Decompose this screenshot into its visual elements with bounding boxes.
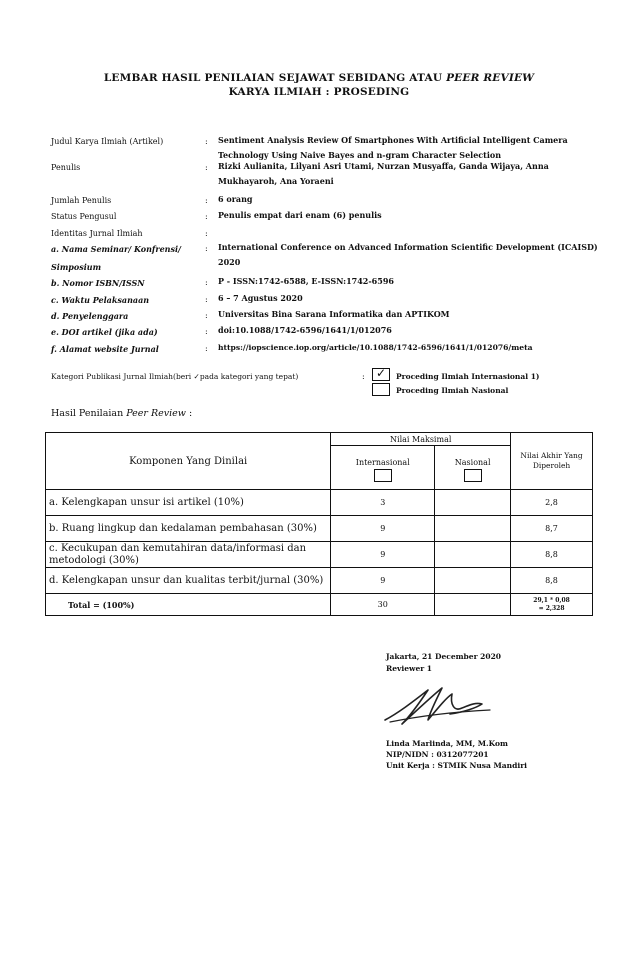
colon: : xyxy=(205,311,208,320)
row-akhir: 8,8 xyxy=(511,568,593,594)
penyelenggara-label: d. Penyelenggara xyxy=(51,311,129,321)
hasil-suffix: : xyxy=(188,408,193,419)
header-nasional-label: Nasional xyxy=(454,458,491,467)
colon: : xyxy=(205,278,208,287)
total-nasional xyxy=(435,594,511,616)
colon: : xyxy=(205,344,208,353)
colon: : xyxy=(205,327,208,336)
header-nasional xyxy=(435,446,511,490)
table-row xyxy=(46,568,593,594)
penulis-label: Penulis xyxy=(51,163,81,172)
colon: : xyxy=(205,295,208,304)
row-nasional xyxy=(435,542,511,568)
colon: : xyxy=(362,372,365,381)
issn-value: P - ISSN:1742-6588, E-ISSN:1742-6596 xyxy=(218,276,394,286)
colon: : xyxy=(205,244,208,253)
row-maks: 3 xyxy=(331,490,435,516)
colon: : xyxy=(205,196,208,205)
reviewer-nip: NIP/NIDN : 0312077201 xyxy=(386,750,489,759)
nasional-box xyxy=(464,469,482,482)
row-komponen: c. Kecukupan dan kemutahiran data/informasi dan metodologi (30%) xyxy=(46,542,331,568)
doi-label: e. DOI artikel (jika ada) xyxy=(51,327,158,337)
score-table xyxy=(45,432,593,616)
identitas-label: Identitas Jurnal Ilmiah xyxy=(51,229,143,238)
internasional-box xyxy=(374,469,392,482)
title-line1-prefix: LEMBAR HASIL PENILAIAN SEJAWAT SEBIDANG ATAU xyxy=(103,72,443,84)
total-akhir-line1: 29,1 * 0,08 xyxy=(533,596,570,604)
row-maks: 9 xyxy=(331,568,435,594)
colon: : xyxy=(205,229,208,238)
judul-value: Sentiment Analysis Review Of Smartphones With Artificial Intelligent Camera Technology Using Naive Bayes and n-gram Character Selection xyxy=(218,135,568,160)
table-total-row xyxy=(46,594,593,616)
kategori-option2: Proceding Ilmiah Nasional xyxy=(396,386,509,395)
row-akhir: 8,7 xyxy=(511,516,593,542)
alamat-label: f. Alamat website Jurnal xyxy=(51,344,159,354)
national-checkbox[interactable] xyxy=(372,383,390,396)
colon: : xyxy=(205,212,208,221)
row-nasional xyxy=(435,490,511,516)
row-komponen: a. Kelengkapan unsur isi artikel (10%) xyxy=(46,490,331,516)
hasil-prefix: Hasil Penilaian xyxy=(51,408,124,419)
header-internasional xyxy=(331,446,435,490)
row-akhir: 8,8 xyxy=(511,542,593,568)
row-nasional xyxy=(435,568,511,594)
seminar-value: International Conference on Advanced Information Scientific Development (ICAISD) 2020 xyxy=(218,242,598,267)
status-label: Status Pengusul xyxy=(51,212,117,221)
row-nasional xyxy=(435,516,511,542)
table-row xyxy=(46,490,593,516)
row-komponen: d. Kelengkapan unsur dan kualitas terbit/jurnal (30%) xyxy=(46,568,331,594)
row-maks: 9 xyxy=(331,516,435,542)
hasil-label xyxy=(51,408,192,419)
reviewer-name: Linda Marlinda, MM, M.Kom xyxy=(386,739,508,748)
waktu-value: 6 – 7 Agustus 2020 xyxy=(218,293,303,303)
signature-image xyxy=(380,682,500,732)
row-akhir: 2,8 xyxy=(511,490,593,516)
kategori-option1: Proceding Ilmiah Internasional 1) xyxy=(396,372,540,381)
table-row xyxy=(46,516,593,542)
total-label: Total = (100%) xyxy=(46,594,331,616)
doi-value: doi:10.1088/1742-6596/1641/1/012076 xyxy=(218,325,392,335)
international-checkbox[interactable] xyxy=(372,368,390,381)
judul-label: Judul Karya Ilmiah (Artikel) xyxy=(51,137,164,146)
row-komponen: b. Ruang lingkup dan kedalaman pembahasan (30%) xyxy=(46,516,331,542)
jumlah-value: 6 orang xyxy=(218,194,253,204)
jumlah-label: Jumlah Penulis xyxy=(51,196,112,205)
total-akhir-line2: = 2,328 xyxy=(538,604,565,612)
row-maks: 9 xyxy=(331,542,435,568)
kategori-label: Kategori Publikasi Jurnal Ilmiah(beri ✓pada kategori yang tepat) xyxy=(51,372,299,381)
table-row xyxy=(46,542,593,568)
waktu-label: c. Waktu Pelaksanaan xyxy=(51,295,150,305)
page-subtitle: KARYA ILMIAH : PROSEDING xyxy=(228,86,410,98)
header-nilai-akhir: Nilai Akhir Yang Diperoleh xyxy=(511,433,593,490)
title-line1-italic: PEER REVIEW xyxy=(446,72,535,84)
reviewer-label: Reviewer 1 xyxy=(386,664,432,673)
total-akhir xyxy=(511,594,593,616)
colon: : xyxy=(205,163,208,172)
issn-label: b. Nomor ISBN/ISSN xyxy=(51,278,145,288)
colon: : xyxy=(205,137,208,146)
penulis-value: Rizki Aulianita, Lilyani Asri Utami, Nurzan Musyaffa, Ganda Wijaya, Anna Mukhayaroh, Ana Yoraeni xyxy=(218,161,549,186)
check-icon: ✓ xyxy=(376,366,387,380)
reviewer-unit: Unit Kerja : STMIK Nusa Mandiri xyxy=(386,761,528,770)
header-komponen: Komponen Yang Dinilai xyxy=(46,433,331,490)
hasil-italic: Peer Review xyxy=(126,408,186,419)
place-date: Jakarta, 21 December 2020 xyxy=(386,652,502,661)
header-internasional-label: Internasional xyxy=(355,458,410,467)
page-title xyxy=(0,72,638,84)
header-nilai-maks: Nilai Maksimal xyxy=(331,433,511,446)
total-maks: 30 xyxy=(331,594,435,616)
seminar-label: a. Nama Seminar/ Konfrensi/ Simposium xyxy=(51,244,181,272)
penyelenggara-value: Universitas Bina Sarana Informatika dan APTIKOM xyxy=(218,309,450,319)
status-value: Penulis empat dari enam (6) penulis xyxy=(218,210,382,220)
alamat-value: https://iopscience.iop.org/article/10.1088/1742-6596/1641/1/012076/meta xyxy=(218,343,533,352)
